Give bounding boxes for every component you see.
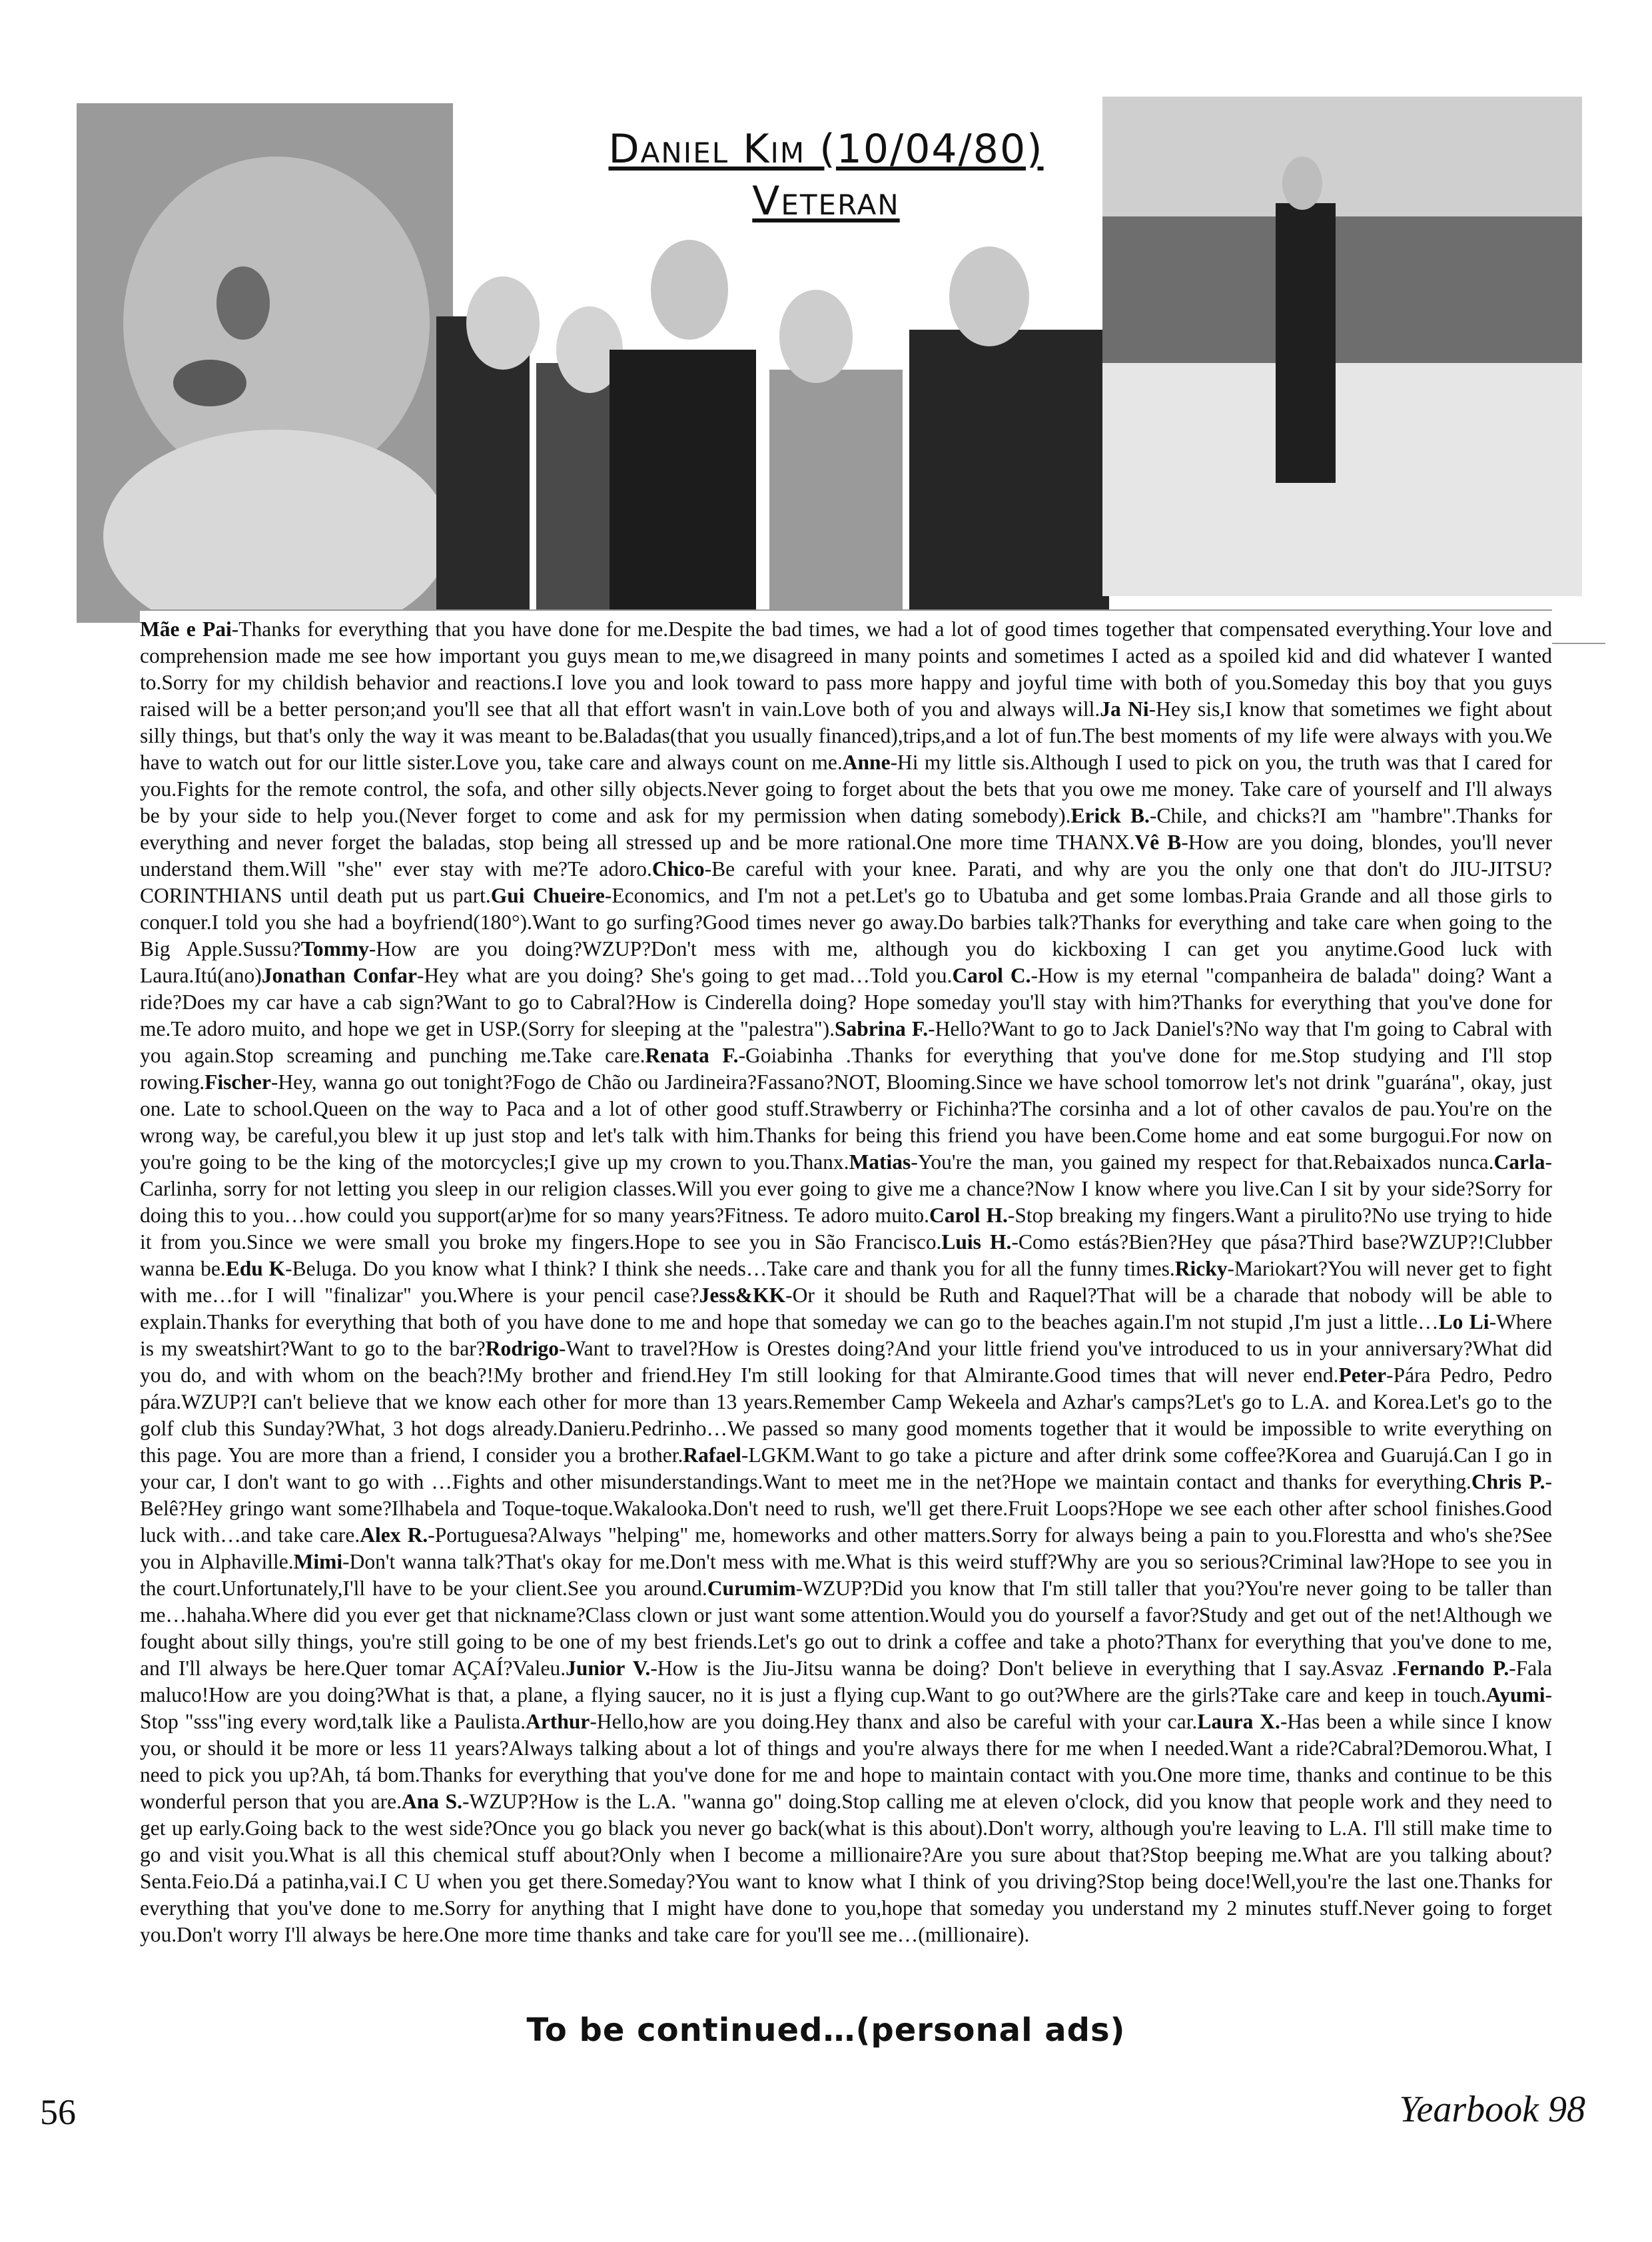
recipient-message: -Stop "sss"ing every word,talk like a Paulista.: [140, 1683, 1552, 1733]
recipient-name: Ana S.: [401, 1790, 463, 1813]
recipient-message: -Hi my little sis.Although I used to pick on you, the truth was that I cared for you.Fights for the remote control, the sofa, and other silly objects.Never going to forget about the bets that you owe me money. Take care of yourself and I'll always be by your side to help you.(Never forget to come and ask for my permission when dating somebody).: [140, 751, 1552, 827]
recipient-message: -Be careful with your knee. Parati, and why are you the only one that don't do JIU-JITSU?CORINTHIANS until death put us part.: [140, 857, 1552, 907]
recipient-message: -Portuguesa?Always "helping" me, homeworks and other matters.Sorry for always being a pain to you.Florestta and who's she?See you in Alphaville.: [140, 1523, 1552, 1573]
student-name-title: Daniel Kim (10/04/80): [608, 126, 1044, 173]
ski-photo: [1102, 97, 1582, 596]
recipient-message: -WZUP?How is the L.A. "wanna go" doing.Stop calling me at eleven o'clock, did you know that people work and they need to get up early.Going back to the west side?Once you go black you never go back(what is this about).Don't worry, although you're leaving to L.A. I'll still make time to go and visit you.What is all this chemical stuff about?Only when I become a millionaire?Are you sure about that?Stop beeping me.What are you talking about?Senta.Feio.Dá a patinha,vai.I C U when you get there.Someday?You want to know what I think of you driving?Stop being doce!Well,you're the last one.Thanks for everything that you've done to me.Sorry for anything that I might have done to you,hope that someday you understand my 2 minutes stuff.Never going to forget you.Don't worry I'll always be here.One more time thanks and take care for you'll see me…(millionaire).: [140, 1790, 1552, 1946]
student-status-subtitle: Veteran: [752, 178, 900, 224]
recipient-name: Jonathan Confar: [261, 964, 418, 987]
recipient-message: -Carlinha, sorry for not letting you sleep in our religion classes.Will you ever going to give me a chance?Now I know where you live.Can I sit by your side?Sorry for doing this to you…how could you support(ar)me for so many years?Fitness. Te adoro muito.: [140, 1150, 1552, 1227]
recipient-message: -Fala maluco!How are you doing?What is that, a plane, a flying saucer, no it is just a flying cup.Want to go out?Where are the girls?Take care and keep in touch.: [140, 1657, 1552, 1706]
recipient-name: Mimi: [293, 1550, 343, 1573]
yearbook-label: Yearbook 98: [1399, 2089, 1585, 2130]
recipient-message: -Hey what are you doing? She's going to get mad…Told you.: [417, 964, 953, 987]
recipient-name: Tommy: [300, 937, 369, 960]
recipient-message: -WZUP?Did you know that I'm still taller that you?You're never going to be taller than me…hahaha.Where did you ever get that nickname?Class clown or just want some attention.Would you do yourself a favor?Study and get out of the net!Although we fought about silly things, you're still going to be one of my best friends.Let's go out to drink a coffee and take a photo?Thanx for everything that you've done to me, and I'll always be here.Quer tomar AÇAÍ?Valeu.: [140, 1577, 1552, 1680]
recipient-name: Chico: [651, 857, 705, 881]
recipient-message: -Beluga. Do you know what I think? I think she needs…Take care and thank you for all the funny times.: [285, 1257, 1175, 1280]
recipient-message: -Thanks for everything that you have done for me.Despite the bad times, we had a lot of good times together that compensated everything.Your love and comprehension made me see how important you guys mean to me,we disagreed in many points and sometimes I acted as a spoiled kid and did whatever I wanted to.Sorry for my childish behavior and reactions.I love you and look toward to pass more happy and joyful time with both of you.Someday this boy that you guys raised will be a better person;and you'll see that all that effort wasn't in vain.Love both of you and always will.: [140, 617, 1552, 721]
recipient-name: Carol C.: [952, 964, 1031, 987]
recipient-name: Jess&KK: [699, 1284, 786, 1307]
recipient-message: -Or it should be Ruth and Raquel?That will be a charade that nobody will be able to explain.Thanks for everything that both of you have done to me and hope that someday we can go to the beaches again.I'm not stupid ,I'm just a little…: [140, 1284, 1552, 1333]
page-number: 56: [40, 2092, 76, 2132]
recipient-name: Luis H.: [941, 1230, 1012, 1254]
recipient-message: -Has been a while since I know you, or should it be more or less 11 years?Always talking about a lot of things and you're always there for me when I needed.Want a ride?Cabral?Demorou.What, I need to pick you up?Ah, tá bom.Thanks for everything that you've done for me and hope to maintain contact with you.One more time, thanks and continue to be this wonderful person that you are.: [140, 1710, 1552, 1813]
recipient-message: -How is the Jiu-Jitsu wanna be doing? Don't believe in everything that I say.Asvaz .: [650, 1657, 1398, 1680]
recipient-name: Edu K: [225, 1257, 286, 1280]
recipient-message: -You're the man, you gained my respect for that.Rebaixados nunca.: [911, 1150, 1494, 1174]
continued-caption: To be continued…(personal ads): [526, 2012, 1126, 2049]
recipient-message: -How is my eternal "companheira de balada" doing? Want a ride?Does my car have a cab sign?Want to go to Cabral?How is Cinderella doing? Hope someday you'll stay with him?Thanks for everything that you've done for me.Te adoro muito, and hope we get in USP.(Sorry for sleeping at the "palestra").: [140, 964, 1552, 1040]
message-panel: [140, 609, 1552, 2043]
recipient-message: -Chile, and chicks?I am "hambre".Thanks for everything and never forget the baladas, stop being all stressed up and be more rational.One more time THANX.: [140, 804, 1552, 854]
recipient-message: -LGKM.Want to go take a picture and after drink some coffee?Korea and Guarujá.Can I go in your car, I don't want to go with …Fights and other misunderstandings.Want to meet me in the net?Hope we maintain contact and thanks for everything.: [140, 1443, 1552, 1493]
recipient-name: Junior V.: [566, 1657, 651, 1680]
recipient-name: Renata F.: [645, 1044, 739, 1067]
recipient-name: Anne: [842, 751, 891, 774]
baby-photo: [77, 103, 453, 623]
recipient-name: Peter: [1338, 1363, 1387, 1387]
recipient-name: Fischer: [205, 1070, 271, 1094]
recipient-name: Gui Chueire: [490, 884, 605, 907]
title-block: [560, 123, 1092, 227]
recipient-name: Mãe e Pai: [140, 617, 232, 641]
recipient-message: -Belê?Hey gringo want some?Ilhabela and Toque-toque.Wakalooka.Don't need to rush, we'll get there.Fruit Loops?Hope we see each other after school finishes.Good luck with…and take care.: [140, 1470, 1552, 1547]
recipient-message: -Don't wanna talk?That's okay for me.Don't mess with me.What is this weird stuff?Why are you so serious?Criminal law?Hope to see you in the court.Unfortunately,I'll have to be your client.See you around.: [140, 1550, 1552, 1600]
recipient-name: Ayumi: [1485, 1683, 1545, 1706]
recipient-message: -Como estás?Bien?Hey que pása?Third base?WZUP?!Clubber wanna be.: [140, 1230, 1552, 1280]
message-text: [140, 616, 1552, 1948]
recipient-name: Fernando P.: [1397, 1657, 1509, 1680]
recipient-message: -Goiabinha .Thanks for everything that you've done for me.Stop studying and I'll stop rowing.: [140, 1044, 1552, 1094]
recipient-message: -Hello,how are you doing.Hey thanx and also be careful with your car.: [590, 1710, 1198, 1733]
recipient-name: Lo Li: [1438, 1310, 1489, 1333]
recipient-message: -Hello?Want to go to Jack Daniel's?No way that I'm going to Cabral with you again.Stop screaming and punching me.Take care.: [140, 1017, 1552, 1067]
recipient-name: Vê B: [1134, 831, 1182, 854]
recipient-message: -Hey sis,I know that sometimes we fight about silly things, but that's only the way it was meant to be.Baladas(that you usually financed),trips,and a lot of fun.The best moments of my life were always with you.We have to watch out for our little sister.Love you, take care and always count on me.: [140, 697, 1553, 774]
recipient-message: -Where is my sweatshirt?Want to go to the bar?: [140, 1310, 1552, 1360]
recipient-message: -Want to travel?How is Orestes doing?And your little friend you've introduced to us in your anniversary?What did you do, and with whom on the beach?!My brother and friend.Hey I'm still looking for that Almirante.Good times that will never end.: [140, 1337, 1552, 1387]
recipient-message: -How are you doing, blondes, you'll never understand them.Will "she" ever stay with me?Te adoro.: [140, 831, 1552, 881]
recipient-message: -How are you doing?WZUP?Don't mess with me, although you do kickboxing I can get you anytime.Good luck with Laura.Itú(ano): [140, 937, 1552, 987]
recipient-name: Laura X.: [1197, 1710, 1280, 1733]
recipient-message: -Mariokart?You will never get to fight with me…for I will "finalizar" you.Where is your pencil case?: [140, 1257, 1552, 1307]
recipient-name: Alex R.: [360, 1523, 428, 1547]
recipient-name: Rafael: [683, 1443, 741, 1467]
recipient-name: Ricky: [1174, 1257, 1228, 1280]
recipient-name: Curumim: [707, 1577, 796, 1600]
recipient-message: -Economics, and I'm not a pet.Let's go to Ubatuba and get some lombas.Praia Grande and all those girls to conquer.I told you she had a boyfriend(180°).Want to go surfing?Good times never go away.Do barbies talk?Thanks for everything and take care when going to the Big Apple.Sussu?: [140, 884, 1552, 960]
recipient-message: -Stop breaking my fingers.Want a pirulito?No use trying to hide it from you.Since we were small you broke my fingers.Hope to see you in São Francisco.: [140, 1204, 1552, 1254]
recipient-message: -Hey, wanna go out tonight?Fogo de Chão ou Jardineira?Fassano?NOT, Blooming.Since we have school tomorrow let's not drink "guarána", okay, just one. Late to school.Queen on the way to Paca and a lot of other good stuff.Strawberry or Fichinha?The corsinha and a lot of other cavalos de pau.You're on the wrong way, be careful,you blew it up just stop and let's talk with him.Thanks for being this friend you have been.Come home and eat some burgogui.For now on you're going to be the king of the motorcycles;I give up my crown to you.Thanx.: [140, 1070, 1552, 1174]
divider-line: [1552, 643, 1605, 644]
recipient-name: Rodrigo: [485, 1337, 559, 1360]
family-photo: [436, 236, 1109, 629]
recipient-name: Carla: [1493, 1150, 1545, 1174]
recipient-message: -Pára Pedro, Pedro pára.WZUP?I can't believe that we know each other for more than 13 years.Remember Camp Wekeela and Azhar's camps?Let's go to L.A. and Korea.Let's go to the golf club this Sunday?What, 3 hot dogs already.Danieru.Pedrinho…We passed so many good moments together that it would be impossible to write everything on this page. You are more than a friend, I consider you a brother.: [140, 1363, 1552, 1467]
recipient-name: Ja Ni: [1100, 697, 1149, 721]
recipient-name: Sabrina F.: [834, 1017, 929, 1040]
recipient-name: Chris P.: [1471, 1470, 1545, 1493]
recipient-name: Arthur: [526, 1710, 590, 1733]
recipient-name: Matias: [849, 1150, 911, 1174]
recipient-name: Carol H.: [929, 1204, 1008, 1227]
recipient-name: Erick B.: [1070, 804, 1150, 827]
